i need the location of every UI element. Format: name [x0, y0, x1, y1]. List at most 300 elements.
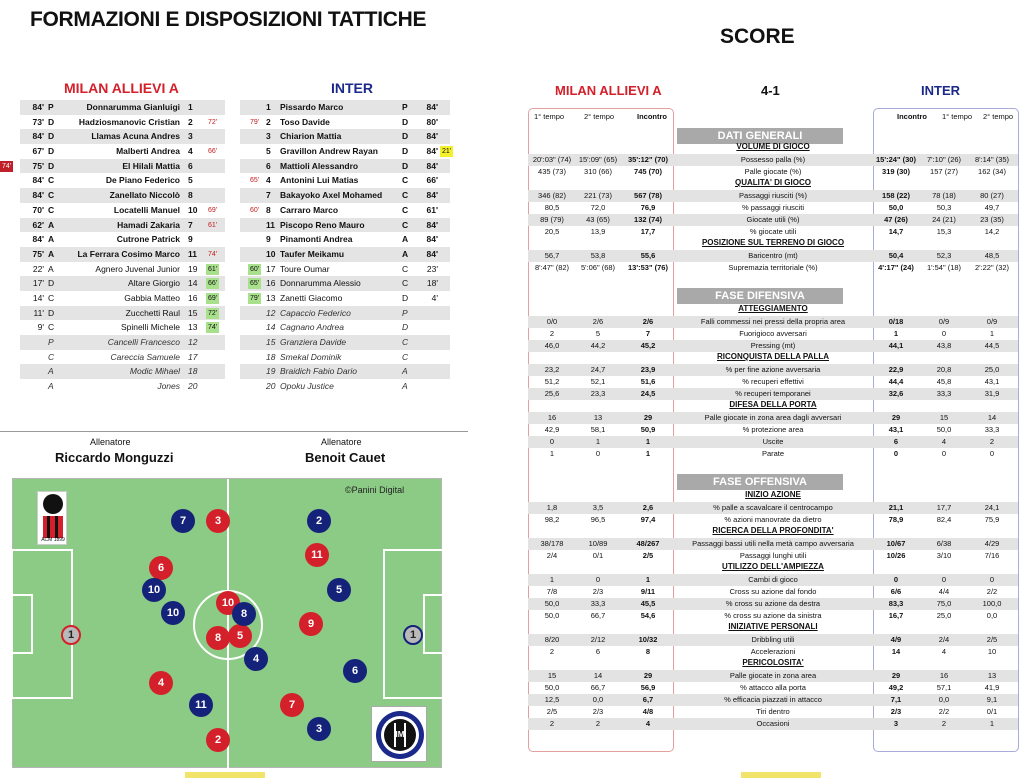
subsection-header: POSIZIONE SUL TERRENO DI GIOCO [701, 238, 845, 247]
lineup-row [20, 320, 225, 335]
away-second-half: 23 (35) [980, 215, 1004, 224]
stat-label: Tiri dentro [756, 707, 790, 716]
shirt-number: 14 [188, 278, 198, 289]
lineup-row [240, 335, 450, 350]
away-match: 2/3 [890, 707, 902, 716]
minutes: 84' [426, 131, 438, 142]
position: A [48, 381, 54, 392]
away-second-half: 80 (27) [980, 191, 1004, 200]
col-match-home: Incontro [637, 112, 667, 121]
home-second-half: 2/3 [592, 587, 604, 596]
away-second-half: 100,0 [982, 599, 1002, 608]
position: C [48, 175, 55, 186]
player-name: Cagnano Andrea [280, 322, 344, 333]
position: A [48, 248, 55, 259]
away-match: 44,1 [888, 341, 904, 350]
stat-row [528, 706, 1018, 718]
away-match: 4/9 [890, 635, 902, 644]
player-name: La Ferrara Cosimo Marco [77, 248, 180, 259]
home-first-half: 346 (82) [538, 191, 566, 200]
shirt-number: 5 [188, 175, 193, 186]
home-second-half: 23,3 [590, 389, 606, 398]
lineup-row [240, 203, 450, 218]
event-badge: 74' [208, 250, 218, 258]
yellow-card-badge: 21' [442, 148, 452, 156]
home-player-token: 4 [149, 671, 173, 695]
shirt-number: 3 [266, 131, 271, 142]
away-second-half: 49,7 [984, 203, 1000, 212]
home-second-half: 14 [593, 671, 603, 680]
lineup-row [20, 364, 225, 379]
position: C [48, 351, 55, 362]
away-second-half: 31,9 [984, 389, 1000, 398]
shirt-number: 16 [188, 292, 198, 303]
stat-label: % azioni manovrate da dietro [724, 515, 822, 524]
stat-label: Parate [761, 449, 785, 458]
home-match: 8 [645, 647, 651, 656]
away-match: 50,4 [888, 251, 904, 260]
away-match: 50,0 [888, 203, 904, 212]
shirt-number: 9 [188, 234, 193, 245]
home-first-half: 38/178 [540, 539, 564, 548]
event-badge: 74' [208, 324, 218, 332]
away-first-half: 78 (18) [932, 191, 956, 200]
stat-label: Falli commessi nei pressi della propria area [700, 317, 846, 326]
home-second-half: 221 (73) [584, 191, 612, 200]
stat-row [528, 514, 1018, 526]
shirt-number: 19 [266, 366, 276, 377]
event-badge: 66' [208, 148, 218, 156]
home-goalkeeper-token: 1 [61, 625, 81, 645]
score-away-team: INTER [921, 83, 960, 98]
home-first-half: 56,7 [544, 251, 560, 260]
player-name: Locatelli Manuel [113, 204, 180, 215]
shirt-number: 7 [266, 190, 271, 201]
home-second-half: 53,8 [590, 251, 606, 260]
home-match: 1 [645, 449, 651, 458]
player-name: Pinamonti Andrea [280, 234, 353, 245]
lineup-row [240, 291, 450, 306]
lineup-row [20, 203, 225, 218]
away-first-half: 157 (27) [930, 167, 958, 176]
away-match: 7,1 [890, 695, 902, 704]
shirt-number: 12 [188, 337, 198, 347]
home-first-half: 50,0 [544, 683, 560, 692]
home-second-half: 66,7 [590, 611, 606, 620]
position: D [402, 160, 409, 171]
subsection-header: INIZIO AZIONE [745, 490, 801, 499]
home-match: 1 [645, 437, 651, 446]
stat-label: % passaggi riusciti [741, 203, 805, 212]
away-match: 10/26 [886, 551, 906, 560]
away-first-half: 4 [941, 437, 947, 446]
position: D [48, 307, 55, 318]
minutes: 66' [426, 175, 438, 186]
shirt-number: 1 [266, 102, 271, 112]
minutes: 62' [32, 219, 44, 230]
lineup-row [240, 144, 450, 159]
position: A [402, 366, 408, 377]
shirt-number: 9 [266, 234, 271, 245]
home-first-half: 12,5 [544, 695, 560, 704]
away-second-half: 8':14" (35) [974, 155, 1010, 164]
away-first-half: 7':10" (26) [926, 155, 962, 164]
lineup-row [240, 247, 450, 262]
home-first-half: 2 [549, 329, 555, 338]
away-player-token: 4 [244, 647, 268, 671]
milan-logo [37, 491, 67, 545]
away-first-half: 15,3 [936, 227, 952, 236]
home-first-half: 46,0 [544, 341, 560, 350]
lineup-row [240, 218, 450, 233]
home-match: 745 (70) [634, 167, 662, 176]
player-name: Malberti Andrea [116, 146, 180, 157]
home-match: 29 [643, 413, 653, 422]
away-second-half: 41,9 [984, 683, 1000, 692]
away-second-half: 0 [989, 449, 995, 458]
shirt-number: 6 [188, 160, 193, 171]
minutes: 84' [426, 190, 438, 201]
home-second-half: 44,2 [590, 341, 606, 350]
away-first-half: 45,8 [936, 377, 952, 386]
position: D [48, 131, 55, 142]
shirt-number: 15 [188, 307, 198, 318]
away-second-half: 10 [987, 647, 997, 656]
away-first-half: 4 [941, 647, 947, 656]
final-score: 4-1 [761, 83, 780, 98]
shirt-number: 10 [266, 248, 276, 259]
event-badge: 72' [208, 118, 218, 126]
away-first-half: 17,7 [936, 503, 952, 512]
home-match: 97,4 [640, 515, 656, 524]
col-second-half-away: 2° tempo [983, 112, 1014, 121]
player-name: Zanetti Giacomo [280, 292, 343, 303]
stat-row [528, 424, 1018, 436]
home-player-token: 2 [206, 728, 230, 752]
away-first-half: 50,3 [936, 203, 952, 212]
stat-row [528, 388, 1018, 400]
away-second-half: 44,5 [984, 341, 1000, 350]
away-first-half: 82,4 [936, 515, 952, 524]
lineup-row [20, 188, 225, 203]
lineup-row [240, 364, 450, 379]
player-name: Bakayoko Axel Mohamed [280, 190, 383, 201]
stat-label: Palle giocate in zona area [729, 671, 817, 680]
stat-label: % cross su azione da destra [725, 599, 821, 608]
home-second-half: 33,3 [590, 599, 606, 608]
event-badge: 79' [250, 294, 260, 302]
stat-label: Baricentro (mt) [748, 251, 798, 260]
shirt-number: 7 [188, 219, 193, 230]
home-first-half: 25,6 [544, 389, 560, 398]
home-second-half: 72,0 [590, 203, 606, 212]
subsection-header: RICERCA DELLA PROFONDITA' [712, 526, 834, 535]
stat-label: Palle giocate in zona area dagli avversari [704, 413, 842, 422]
shirt-number: 10 [188, 204, 198, 215]
home-first-half: 20,5 [544, 227, 560, 236]
stat-label: Supremazia territoriale (%) [728, 263, 818, 272]
home-second-half: 5 [595, 329, 601, 338]
position: C [402, 190, 409, 201]
away-first-half: 0/9 [938, 317, 950, 326]
home-first-half: 16 [547, 413, 557, 422]
shirt-number: 5 [266, 146, 271, 157]
shirt-number: 2 [266, 116, 271, 127]
away-player-token: 5 [327, 578, 351, 602]
away-second-half: 33,3 [984, 425, 1000, 434]
away-match: 47 (26) [884, 215, 908, 224]
home-match: 1 [645, 575, 651, 584]
stat-label: Cross su azione dal fondo [729, 587, 817, 596]
stat-row [528, 610, 1018, 622]
position: D [48, 146, 55, 157]
position: C [48, 204, 55, 215]
away-second-half: 0/1 [986, 707, 998, 716]
away-match: 83,3 [888, 599, 904, 608]
minutes: 84' [426, 160, 438, 171]
home-second-half: 2/12 [590, 635, 606, 644]
away-match: 14,7 [888, 227, 904, 236]
lineup-row [20, 173, 225, 188]
col-first-half-away: 1° tempo [942, 112, 973, 121]
home-first-half: 435 (73) [538, 167, 566, 176]
away-first-half: 2/4 [938, 635, 950, 644]
player-name: El Hilali Mattia [122, 160, 180, 171]
away-match: 319 (30) [882, 167, 910, 176]
home-first-half: 1 [549, 575, 555, 584]
minutes: 84' [32, 131, 44, 142]
lineup-row [20, 218, 225, 233]
position: C [402, 351, 409, 362]
away-first-half: 1':54" (18) [926, 263, 962, 272]
position: D [48, 160, 55, 171]
away-second-half: 14,2 [984, 227, 1000, 236]
home-second-half: 43 (65) [586, 215, 610, 224]
away-match: 78,9 [888, 515, 904, 524]
player-name: Pissardo Marco [280, 102, 344, 112]
home-second-half: 10/89 [588, 539, 608, 548]
player-name: Cutrone Patrick [116, 234, 180, 245]
stat-label: % protezione area [742, 425, 804, 434]
home-match: 17,7 [640, 227, 656, 236]
home-match: 13':53" (76) [628, 263, 668, 272]
lineup-row [240, 100, 450, 115]
home-team-name: MILAN ALLIEVI A [64, 80, 179, 96]
home-match: 54,6 [640, 611, 656, 620]
minutes: 11' [33, 307, 44, 318]
away-match: 0 [893, 449, 899, 458]
home-goal-area [11, 594, 33, 654]
away-second-half: 25,0 [984, 365, 1000, 374]
minutes: 84' [32, 190, 44, 201]
subsection-header: ATTEGGIAMENTO [738, 304, 808, 313]
lineup-row [20, 306, 225, 321]
away-match: 14 [891, 647, 901, 656]
home-match: 4/8 [642, 707, 654, 716]
minutes: 80' [426, 116, 438, 127]
away-first-half: 57,1 [936, 683, 952, 692]
stat-row [528, 154, 1018, 166]
score-title: SCORE [720, 25, 795, 48]
home-match: 56,9 [640, 683, 656, 692]
home-second-half: 310 (66) [584, 167, 612, 176]
home-second-half: 96,5 [590, 515, 606, 524]
home-second-half: 2/3 [592, 707, 604, 716]
subsection-header: DIFESA DELLA PORTA [729, 400, 817, 409]
lineup-row [240, 159, 450, 174]
away-goalkeeper-token: 1 [403, 625, 423, 645]
player-name: Capaccio Federico [280, 307, 351, 318]
away-coach-label: Allenatore [321, 437, 362, 447]
away-player-token: 8 [232, 602, 256, 626]
event-badge: 61' [208, 265, 218, 273]
shirt-number: 6 [266, 160, 271, 171]
home-first-half: 15 [547, 671, 557, 680]
subsection-header: VOLUME DI GIOCO [736, 142, 810, 151]
stat-row [528, 316, 1018, 328]
home-match: 24,5 [640, 389, 656, 398]
stat-label: Passaggi bassi utili nella metà campo avversaria [692, 539, 854, 548]
position: C [402, 219, 409, 230]
home-second-half: 0,0 [592, 695, 604, 704]
minutes: 84' [426, 146, 438, 157]
home-second-half: 2/6 [592, 317, 604, 326]
event-badge: 61' [208, 221, 218, 229]
red-card-badge: 74' [2, 162, 12, 170]
event-badge: 79' [250, 118, 260, 126]
away-match: 158 (22) [882, 191, 910, 200]
home-first-half: 42,9 [544, 425, 560, 434]
home-first-half: 23,2 [544, 365, 560, 374]
away-match: 16,7 [888, 611, 904, 620]
home-first-half: 2/4 [546, 551, 558, 560]
away-first-half: 15 [939, 413, 949, 422]
stat-label: % attacco alla porta [740, 683, 806, 692]
away-second-half: 43,1 [984, 377, 1000, 386]
stat-label: % recuperi effettivi [742, 377, 804, 386]
minutes: 73' [32, 116, 44, 127]
home-coach-label: Allenatore [90, 437, 131, 447]
minutes: 84' [32, 102, 44, 112]
lineup-row [240, 262, 450, 277]
player-name: Opoku Justice [280, 381, 334, 392]
home-first-half: 7/8 [546, 587, 558, 596]
minutes: 17' [32, 278, 44, 289]
stat-label: % cross su azione da sinistra [724, 611, 822, 620]
player-name: Altare Giorgio [128, 278, 180, 289]
shirt-number: 20 [188, 381, 198, 392]
stat-row [528, 436, 1018, 448]
stat-row [528, 694, 1018, 706]
player-name: Cancelli Francesco [107, 337, 180, 347]
stat-row [528, 202, 1018, 214]
lineup-row [20, 100, 225, 115]
position: C [402, 337, 409, 347]
position: D [402, 116, 409, 127]
home-match: 2/6 [642, 317, 654, 326]
away-match: 6 [893, 437, 899, 446]
home-first-half: 8':47" (82) [534, 263, 570, 272]
position: A [48, 263, 54, 274]
stat-row [528, 376, 1018, 388]
position: C [48, 190, 55, 201]
lineup-row [20, 232, 225, 247]
player-name: Hamadi Zakaria [117, 219, 180, 230]
away-first-half: 25,0 [936, 611, 952, 620]
home-match: 10/32 [638, 635, 658, 644]
divider [0, 431, 468, 432]
shirt-number: 11 [266, 219, 275, 230]
section-header: FASE DIFENSIVA [677, 288, 843, 304]
away-second-half: 9,1 [986, 695, 998, 704]
away-match: 21,1 [888, 503, 904, 512]
home-second-half: 0 [595, 575, 601, 584]
away-first-half: 75,0 [936, 599, 952, 608]
home-match: 51,6 [640, 377, 656, 386]
away-second-half: 162 (34) [978, 167, 1006, 176]
minutes: 75' [32, 160, 44, 171]
minutes: 84' [426, 102, 438, 112]
away-second-half: 2':22" (32) [974, 263, 1010, 272]
away-match: 10/67 [886, 539, 906, 548]
inter-logo [371, 706, 427, 762]
lineup-row [20, 276, 225, 291]
minutes: 70' [32, 204, 44, 215]
away-second-half: 1 [989, 329, 995, 338]
minutes: 75' [32, 248, 44, 259]
stat-label: Fuorigioco avversari [739, 329, 807, 338]
stat-row [528, 262, 1018, 274]
lineup-row [20, 247, 225, 262]
home-match: 45,2 [640, 341, 656, 350]
lineup-row [240, 320, 450, 335]
stat-row [528, 646, 1018, 658]
player-name: Gabbia Matteo [124, 292, 180, 303]
shirt-number: 8 [266, 204, 271, 215]
lineup-row [20, 291, 225, 306]
away-second-half: 7/16 [984, 551, 1000, 560]
event-badge: 69' [208, 206, 218, 214]
lineup-row [20, 350, 225, 365]
stat-label: Occasioni [756, 719, 790, 728]
home-match: 29 [643, 671, 653, 680]
score-home-team: MILAN ALLIEVI A [555, 83, 662, 98]
player-name: Spinelli Michele [120, 322, 180, 333]
away-match: 29 [891, 413, 901, 422]
col-first-half-home: 1° tempo [534, 112, 565, 121]
home-first-half: 2/5 [546, 707, 558, 716]
player-name: Zucchetti Raul [125, 307, 180, 318]
minutes: 61' [426, 204, 438, 215]
away-player-token: 7 [171, 509, 195, 533]
away-second-half: 1 [989, 719, 995, 728]
stat-row [528, 718, 1018, 730]
home-match: 2,6 [642, 503, 654, 512]
home-match: 132 (74) [634, 215, 662, 224]
minutes: 84' [426, 219, 438, 230]
position: C [48, 292, 55, 303]
lineup-row [240, 115, 450, 130]
minutes: 18' [426, 278, 438, 289]
home-second-half: 66,7 [590, 683, 606, 692]
shirt-number: 11 [188, 248, 197, 259]
away-second-half: 24,1 [984, 503, 1000, 512]
home-match: 567 (78) [634, 191, 662, 200]
shirt-number: 1 [188, 102, 193, 112]
home-first-half: 0/0 [546, 317, 558, 326]
away-player-token: 6 [343, 659, 367, 683]
position: D [402, 146, 409, 157]
